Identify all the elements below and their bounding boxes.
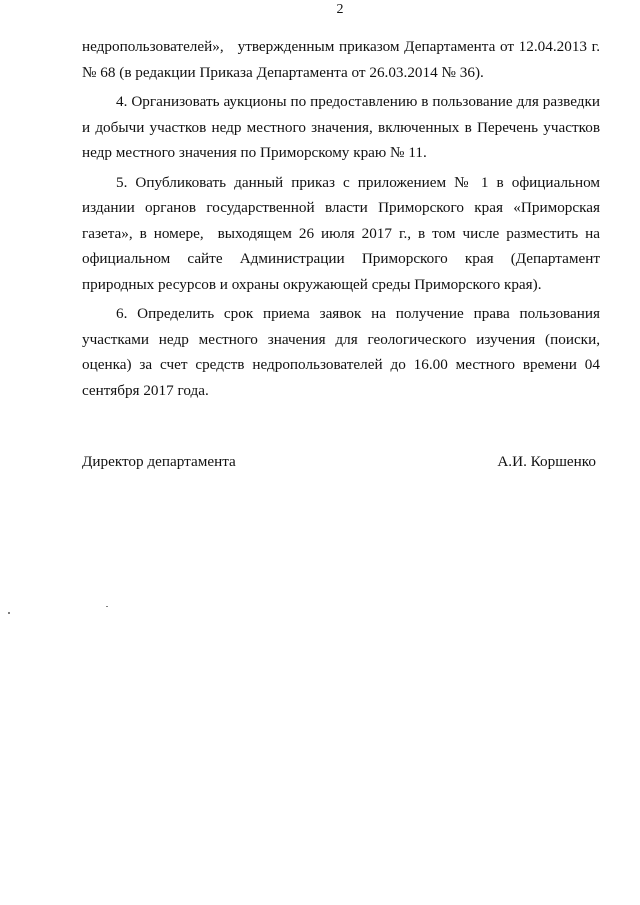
signatory-name: А.И. Коршенко xyxy=(497,453,596,470)
signatory-position: Директор департамента xyxy=(82,453,236,470)
scan-speck xyxy=(8,612,10,614)
page-number: 2 xyxy=(336,2,344,17)
scan-speck xyxy=(106,606,108,607)
paragraph-continuation: недропользователей», утвержденным приказом Департамента от 12.04.2013 г. № 68 (в редакции Приказа Департамента от 26.03.2014 № 36). xyxy=(82,38,600,81)
paragraph-item-5: 5. Опубликовать данный приказ с приложением № 1 в официальном издании органов государственной власти Приморского края «Приморская газета», в номере, выходящем 26 июля 2017 г., в том числе разместить на официальном сайте Администрации Приморского края (Департамент природных ресурсов и охраны окружающей среды Приморского края). xyxy=(82,173,600,293)
document-body xyxy=(82,34,600,407)
paragraph-item-6: 6. Определить срок приема заявок на получение права пользования участками недр местного значения для геологического изучения (поиски, оценка) за счет средств недропользователей до 16.00 местного времени 04 сентября 2017 года. xyxy=(82,305,600,399)
paragraph-item-4: 4. Организовать аукционы по предоставлению в пользование для разведки и добычи участков недр местного значения, включенных в Перечень участков недр местного значения по Приморскому краю № 11. xyxy=(82,93,600,161)
